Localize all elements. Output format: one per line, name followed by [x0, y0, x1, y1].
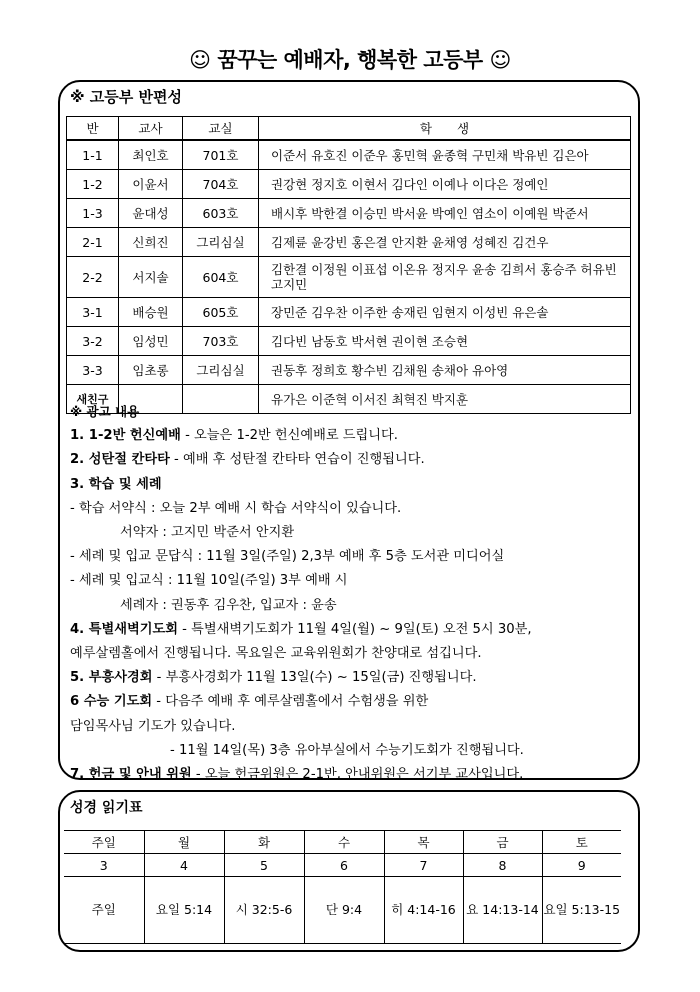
reading-cell: 히 4:14-16	[384, 877, 463, 944]
class-cell: 2-2	[67, 257, 119, 298]
date-cell: 3	[64, 854, 144, 877]
class-cell: 1-2	[67, 170, 119, 199]
reading-cell: 요일 5:14	[144, 877, 224, 944]
reading-cell: 단 9:4	[304, 877, 384, 944]
teacher-cell: 최인호	[119, 140, 183, 170]
teacher-cell: 신희진	[119, 228, 183, 257]
day-cell: 월	[144, 831, 224, 854]
announcement-item	[70, 448, 630, 472]
announcements	[70, 400, 630, 787]
students-cell: 김제륜 윤강빈 홍은결 안지환 윤채영 성혜진 김건우	[259, 228, 631, 257]
class-cell: 1-3	[67, 199, 119, 228]
room-cell: 605호	[183, 298, 259, 327]
column-header: 교사	[119, 117, 183, 141]
item-text: - 특별새벽기도회가 11월 4일(월) ~ 9일(토) 오전 5시 30분,	[177, 621, 532, 637]
date-cell: 8	[463, 854, 542, 877]
item-text: - 다음주 예배 후 예루살렘홀에서 수험생을 위한	[152, 694, 429, 710]
date-cell: 6	[304, 854, 384, 877]
item-title: 6 수능 기도회	[70, 694, 153, 710]
class-roster-table	[66, 116, 631, 414]
table-row	[67, 140, 631, 170]
teacher-cell: 배승원	[119, 298, 183, 327]
announcements-heading: ※ 광고 내용	[70, 404, 140, 419]
item-text: 담임목사님 기도가 있습니다.	[70, 718, 236, 734]
date-cell: 5	[224, 854, 304, 877]
column-header: 반	[67, 117, 119, 141]
bible-reading-table	[64, 830, 621, 944]
item-text: - 11월 14일(목) 3층 유아부실에서 수능기도회가 진행됩니다.	[170, 742, 524, 758]
item-text: - 세례 및 입교 문답식 : 11월 3일(주일) 2,3부 예배 후 5층 도서관 미디어실	[70, 549, 505, 565]
class-cell: 새친구	[67, 385, 119, 414]
item-text: - 학습 서약식 : 오늘 2부 예배 시 학습 서약식이 있습니다.	[70, 500, 402, 516]
teacher-cell: 이윤서	[119, 170, 183, 199]
days-row	[64, 831, 621, 854]
day-cell: 토	[542, 831, 621, 854]
date-cell: 7	[384, 854, 463, 877]
item-text: - 세례 및 입교식 : 11월 10일(주일) 3부 예배 시	[70, 573, 348, 589]
room-cell: 그리심실	[183, 228, 259, 257]
class-cell: 1-1	[67, 140, 119, 170]
announcement-item	[70, 666, 630, 690]
table-row	[67, 170, 631, 199]
item-text: 세례자 : 권동후 김우찬, 입교자 : 윤송	[120, 597, 337, 613]
table-row	[67, 356, 631, 385]
item-text: - 오늘 헌금위원은 2-1반, 안내위원은 서기부 교사입니다.	[191, 767, 524, 783]
students-cell: 김다빈 남동호 박서현 권이현 조승현	[259, 327, 631, 356]
teacher-cell: 윤대성	[119, 199, 183, 228]
item-text: - 오늘은 1-2반 헌신예배로 드립니다.	[180, 428, 398, 444]
item-text: 서약자 : 고지민 박준서 안지환	[120, 525, 295, 541]
students-cell: 권강현 정지호 이현서 김다인 이예나 이다은 정예인	[259, 170, 631, 199]
reading-cell: 주일	[64, 877, 144, 944]
day-cell: 주일	[64, 831, 144, 854]
table-row	[67, 257, 631, 298]
room-cell: 701호	[183, 140, 259, 170]
readings-row	[64, 877, 621, 944]
date-cell: 4	[144, 854, 224, 877]
column-header: 학 생	[259, 117, 631, 141]
item-text: - 부흥사경회가 11월 13일(수) ~ 15일(금) 진행됩니다.	[152, 670, 477, 686]
item-title: 4. 특별새벽기도회	[70, 621, 178, 637]
table-row	[67, 228, 631, 257]
roster-heading: ※ 고등부 반편성	[70, 88, 182, 106]
item-text: - 예배 후 성탄절 칸타타 연습이 진행됩니다.	[169, 452, 425, 468]
item-title: 1. 1-2반 헌신예배	[70, 428, 181, 444]
teacher-cell: 임초롱	[119, 356, 183, 385]
students-cell: 이준서 유호진 이준우 홍민혁 윤종혁 구민채 박유빈 김은아	[259, 140, 631, 170]
item-text: 예루살렘홀에서 진행됩니다. 목요일은 교육위원회가 찬양대로 섬깁니다.	[70, 646, 482, 662]
table-row	[67, 298, 631, 327]
teacher-cell: 임성민	[119, 327, 183, 356]
item-title: 5. 부흥사경회	[70, 670, 153, 686]
class-cell: 3-3	[67, 356, 119, 385]
reading-cell: 요일 5:13-15	[542, 877, 621, 944]
item-title: 7. 헌금 및 안내 위원	[70, 767, 192, 783]
bible-heading: 성경 읽기표	[70, 800, 143, 816]
room-cell: 703호	[183, 327, 259, 356]
class-cell: 3-1	[67, 298, 119, 327]
table-row	[67, 327, 631, 356]
date-cell: 9	[542, 854, 621, 877]
table-row	[67, 199, 631, 228]
table-header-row	[67, 117, 631, 141]
reading-cell: 시 32:5-6	[224, 877, 304, 944]
reading-cell: 요 14:13-14	[463, 877, 542, 944]
students-cell: 유가은 이준혁 이서진 최혁진 박지훈	[259, 385, 631, 414]
room-cell: 603호	[183, 199, 259, 228]
teacher-cell: 서지솔	[119, 257, 183, 298]
announcement-item	[70, 618, 630, 642]
announcement-item	[70, 424, 630, 448]
room-cell: 604호	[183, 257, 259, 298]
class-cell: 2-1	[67, 228, 119, 257]
class-cell: 3-2	[67, 327, 119, 356]
room-cell: 그리심실	[183, 356, 259, 385]
announcement-item	[70, 473, 630, 497]
item-title: 2. 성탄절 칸타타	[70, 452, 170, 468]
students-cell: 배시후 박한결 이승민 박서윤 박예인 염소이 이예원 박준서	[259, 199, 631, 228]
day-cell: 금	[463, 831, 542, 854]
day-cell: 목	[384, 831, 463, 854]
day-cell: 수	[304, 831, 384, 854]
day-cell: 화	[224, 831, 304, 854]
dates-row	[64, 854, 621, 877]
item-title: 3. 학습 및 세례	[70, 476, 162, 492]
announcement-item	[70, 763, 630, 787]
announcement-item	[70, 690, 630, 714]
column-header: 교실	[183, 117, 259, 141]
students-cell: 장민준 김우찬 이주한 송재린 임현지 이성빈 유은솔	[259, 298, 631, 327]
room-cell: 704호	[183, 170, 259, 199]
students-cell: 김한결 이정원 이표섭 이온유 정지우 윤송 김희서 홍승주 허유빈 고지민	[259, 257, 631, 298]
page-title: ☺ 꿈꾸는 예배자, 행복한 고등부 ☺	[189, 48, 511, 72]
students-cell: 권동후 정희호 황수빈 김채원 송채아 유아영	[259, 356, 631, 385]
